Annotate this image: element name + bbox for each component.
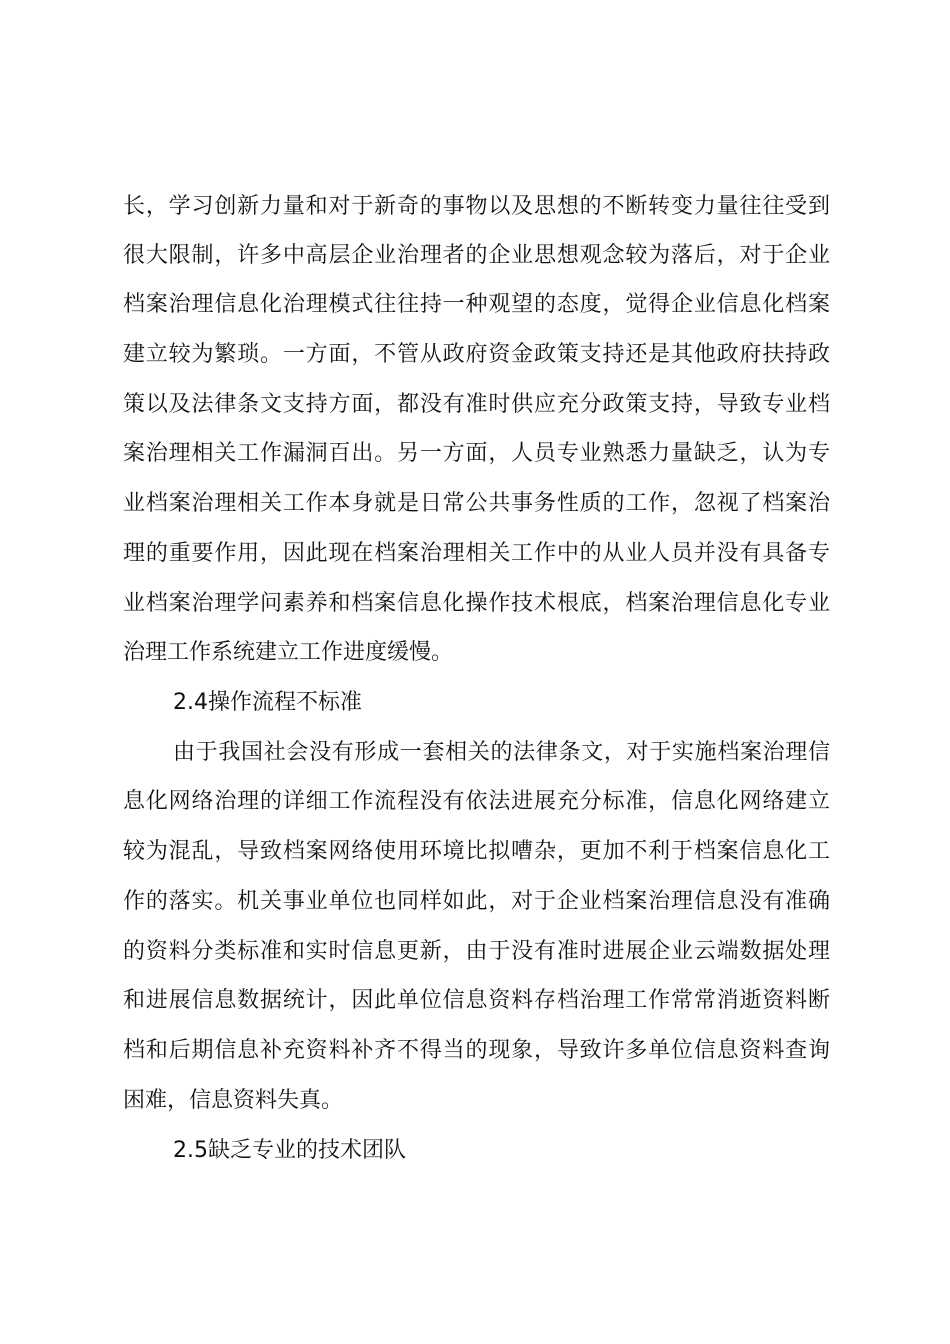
text-line: 困难，信息资料失真。 bbox=[123, 1088, 344, 1113]
text-line: 息化网络治理的详细工作流程没有依法进展充分标准，信息化网络建立 bbox=[123, 789, 830, 814]
text-line: 档和后期信息补充资料补齐不得当的现象，导致许多单位信息资料查询 bbox=[123, 1038, 830, 1063]
text-line: 很大限制，许多中高层企业治理者的企业思想观念较为落后，对于企业 bbox=[123, 243, 830, 268]
text-line: 档案治理信息化治理模式往往持一种观望的态度，觉得企业信息化档案 bbox=[123, 292, 830, 317]
section-heading-2-4: 2.4操作流程不标准 bbox=[173, 690, 362, 715]
text-line: 治理工作系统建立工作进度缓慢。 bbox=[123, 640, 454, 665]
text-line: 作的落实。机关事业单位也同样如此，对于企业档案治理信息没有准确 bbox=[123, 889, 830, 914]
text-line: 较为混乱，导致档案网络使用环境比拟嘈杂，更加不利于档案信息化工 bbox=[123, 839, 830, 864]
text-line: 的资料分类标准和实时信息更新，由于没有准时进展企业云端数据处理 bbox=[123, 939, 830, 964]
text-line: 由于我国社会没有形成一套相关的法律条文，对于实施档案治理信 bbox=[173, 740, 830, 765]
text-line: 理的重要作用，因此现在档案治理相关工作中的从业人员并没有具备专 bbox=[123, 541, 830, 566]
section-heading-2-5: 2.5缺乏专业的技术团队 bbox=[173, 1138, 406, 1163]
text-line: 和进展信息数据统计，因此单位信息资料存档治理工作常常消逝资料断 bbox=[123, 988, 830, 1013]
text-line: 建立较为繁琐。一方面，不管从政府资金政策支持还是其他政府扶持政 bbox=[123, 342, 830, 367]
text-line: 业档案治理相关工作本身就是日常公共事务性质的工作，忽视了档案治 bbox=[123, 491, 830, 516]
text-line: 业档案治理学问素养和档案信息化操作技术根底，档案治理信息化专业 bbox=[123, 591, 830, 616]
text-line: 长，学习创新力量和对于新奇的事物以及思想的不断转变力量往往受到 bbox=[123, 194, 830, 219]
text-line: 案治理相关工作漏洞百出。另一方面，人员专业熟悉力量缺乏，认为专 bbox=[123, 441, 830, 466]
text-line: 策以及法律条文支持方面，都没有准时供应充分政策支持，导致专业档 bbox=[123, 392, 830, 417]
